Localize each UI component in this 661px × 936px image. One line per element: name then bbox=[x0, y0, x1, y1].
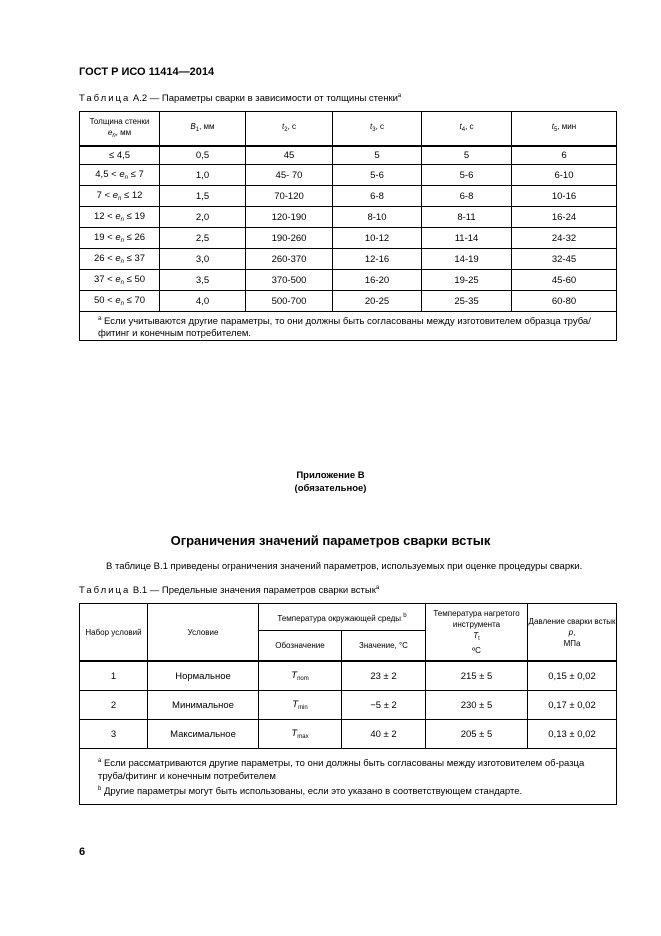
table-cell: 8-11 bbox=[422, 207, 512, 228]
cell-wall-range: $26 < e_n \le 37$ bbox=[80, 249, 160, 270]
table-row bbox=[80, 165, 617, 186]
table-cell: 5-6 bbox=[333, 165, 422, 186]
header-condition-set: Набор условий bbox=[80, 604, 148, 662]
table-cell: 32-45 bbox=[512, 249, 617, 270]
table-cell: 45 bbox=[246, 146, 333, 165]
table-cell: 19-25 bbox=[422, 270, 512, 291]
table-cell: 6 bbox=[512, 146, 617, 165]
table-a2 bbox=[79, 111, 617, 341]
page-number: 6 bbox=[79, 846, 86, 858]
table-cell: 0,5 bbox=[160, 146, 246, 165]
table-cell: 6-10 bbox=[512, 165, 617, 186]
cell-pressure: 0,15 ± 0,02 bbox=[528, 661, 617, 691]
table-cell: 24-32 bbox=[512, 228, 617, 249]
table-row bbox=[80, 291, 617, 312]
cell-wall-range: ≤ 4,5 bbox=[80, 146, 160, 165]
cell-wall-range: $37 < e_n \le 50$ bbox=[80, 270, 160, 291]
table-cell: 3,5 bbox=[160, 270, 246, 291]
table-row bbox=[80, 661, 617, 691]
table-row bbox=[80, 146, 617, 165]
cell-wall-range: $7 < e_n \le 12$ bbox=[80, 186, 160, 207]
cell-condition-set: 3 bbox=[80, 720, 148, 749]
cell-tool-temperature: 215 ± 5 bbox=[426, 661, 528, 691]
cell-tool-temperature: 205 ± 5 bbox=[426, 720, 528, 749]
header-tool-temperature: Температура нагретого инструмента $T_t$ ºС bbox=[426, 604, 528, 662]
annex-title: Ограничения значений параметров сварки встык bbox=[170, 533, 491, 548]
table-cell: 10-16 bbox=[512, 186, 617, 207]
document-header: ГОСТ Р ИСО 11414—2014 bbox=[79, 66, 215, 78]
table-row bbox=[80, 186, 617, 207]
table-b1 bbox=[79, 603, 617, 805]
header-condition: Условие bbox=[148, 604, 259, 662]
table-cell: 8-10 bbox=[333, 207, 422, 228]
header-t2: $t_2$, с bbox=[246, 112, 333, 147]
table-cell: 2,5 bbox=[160, 228, 246, 249]
table-cell: 120-190 bbox=[246, 207, 333, 228]
header-b1: $B_1$, мм bbox=[160, 112, 246, 147]
cell-condition-set: 1 bbox=[80, 661, 148, 691]
table-row bbox=[80, 270, 617, 291]
table-row bbox=[80, 720, 617, 749]
caption-text: А.2 — Параметры сварки в зависимости от толщины стенки bbox=[132, 93, 398, 104]
table-cell: 12-16 bbox=[333, 249, 422, 270]
table-b1-footnote-row bbox=[80, 749, 617, 805]
cell-wall-range: $19 < e_n \le 26$ bbox=[80, 228, 160, 249]
table-cell: 5 bbox=[333, 146, 422, 165]
table-a2-caption bbox=[79, 93, 401, 104]
cell-wall-range: $4,5 < e_n \le 7$ bbox=[80, 165, 160, 186]
table-cell: 16-24 bbox=[512, 207, 617, 228]
cell-condition-set: 2 bbox=[80, 691, 148, 720]
annex-label: Приложение В bbox=[296, 470, 365, 481]
table-cell: 16-20 bbox=[333, 270, 422, 291]
header-designation: Обозначение bbox=[259, 631, 342, 662]
table-cell: 500-700 bbox=[246, 291, 333, 312]
cell-designation: $T_{min}$ bbox=[259, 691, 342, 720]
cell-pressure: 0,13 ± 0,02 bbox=[528, 720, 617, 749]
table-cell: 4,0 bbox=[160, 291, 246, 312]
table-cell: 190-260 bbox=[246, 228, 333, 249]
cell-tool-temperature: 230 ± 5 bbox=[426, 691, 528, 720]
annex-heading bbox=[0, 469, 661, 495]
table-cell: 2,0 bbox=[160, 207, 246, 228]
cell-condition: Минимальное bbox=[148, 691, 259, 720]
cell-ambient-value: 40 ± 2 bbox=[342, 720, 426, 749]
table-cell: 70-120 bbox=[246, 186, 333, 207]
cell-condition: Нормальное bbox=[148, 661, 259, 691]
table-row bbox=[80, 228, 617, 249]
table-row bbox=[80, 691, 617, 720]
cell-ambient-value: 23 ± 2 bbox=[342, 661, 426, 691]
cell-wall-range: $50 < e_n \le 70$ bbox=[80, 291, 160, 312]
cell-ambient-value: −5 ± 2 bbox=[342, 691, 426, 720]
header-welding-pressure: Давление сварки встык p, МПа bbox=[528, 604, 617, 662]
table-header-row bbox=[80, 604, 617, 631]
caption-word: Таблица bbox=[79, 585, 131, 596]
table-cell: 25-35 bbox=[422, 291, 512, 312]
table-cell: 11-14 bbox=[422, 228, 512, 249]
table-cell: 5 bbox=[422, 146, 512, 165]
cell-designation: $T_{nom}$ bbox=[259, 661, 342, 691]
annex-intro-paragraph: В таблице В.1 приведены ограничения значений параметров, используемых при оценке процедуры сварки. bbox=[106, 561, 583, 572]
annex-status: (обязательное) bbox=[294, 483, 367, 494]
caption-footnote-mark: a bbox=[397, 93, 402, 99]
caption-word: Таблица bbox=[79, 93, 131, 104]
table-row bbox=[80, 207, 617, 228]
table-b1-caption bbox=[79, 585, 379, 596]
table-cell: 60-80 bbox=[512, 291, 617, 312]
table-cell: 10-12 bbox=[333, 228, 422, 249]
table-a2-footnote-row bbox=[80, 312, 617, 341]
table-b1-footnotes: $^a$ Если рассматриваются другие параметры, то они должны быть согласованы между изготовителем об-разца труба/фитинг и конечным потребителем $^b$ Другие параметры могут быть использованы, если это указано в соответствующем стандарте. bbox=[80, 749, 617, 805]
table-a2-footnote: $^a$ Если учитываются другие параметры, то они должны быть согласованы между изготовителем образца труба/фитинг и конечным потребителем. bbox=[80, 312, 617, 341]
cell-pressure: 0,17 ± 0,02 bbox=[528, 691, 617, 720]
table-cell: 6-8 bbox=[333, 186, 422, 207]
table-cell: 3,0 bbox=[160, 249, 246, 270]
header-t3: $t_3$, с bbox=[333, 112, 422, 147]
header-wall-thickness: Толщина стенки $e_n$, мм bbox=[80, 112, 160, 147]
table-cell: 45- 70 bbox=[246, 165, 333, 186]
table-cell: 1,0 bbox=[160, 165, 246, 186]
header-value: Значение, °С bbox=[342, 631, 426, 662]
table-header-row bbox=[80, 112, 617, 147]
table-cell: 1,5 bbox=[160, 186, 246, 207]
table-cell: 6-8 bbox=[422, 186, 512, 207]
cell-wall-range: $12 < e_n \le 19$ bbox=[80, 207, 160, 228]
caption-footnote-mark: a bbox=[375, 585, 380, 591]
cell-condition: Максимальное bbox=[148, 720, 259, 749]
header-t4: $t_4$, с bbox=[422, 112, 512, 147]
table-cell: 45-60 bbox=[512, 270, 617, 291]
header-ambient-temperature: Температура окружающей среды $^b$ bbox=[259, 604, 426, 631]
header-t5: $t_5$, мин bbox=[512, 112, 617, 147]
table-row bbox=[80, 249, 617, 270]
table-cell: 260-370 bbox=[246, 249, 333, 270]
cell-designation: $T_{max}$ bbox=[259, 720, 342, 749]
table-cell: 370-500 bbox=[246, 270, 333, 291]
caption-text: В.1 — Предельные значения параметров сварки встык bbox=[132, 585, 376, 596]
table-cell: 14-19 bbox=[422, 249, 512, 270]
table-cell: 5-6 bbox=[422, 165, 512, 186]
table-cell: 20-25 bbox=[333, 291, 422, 312]
